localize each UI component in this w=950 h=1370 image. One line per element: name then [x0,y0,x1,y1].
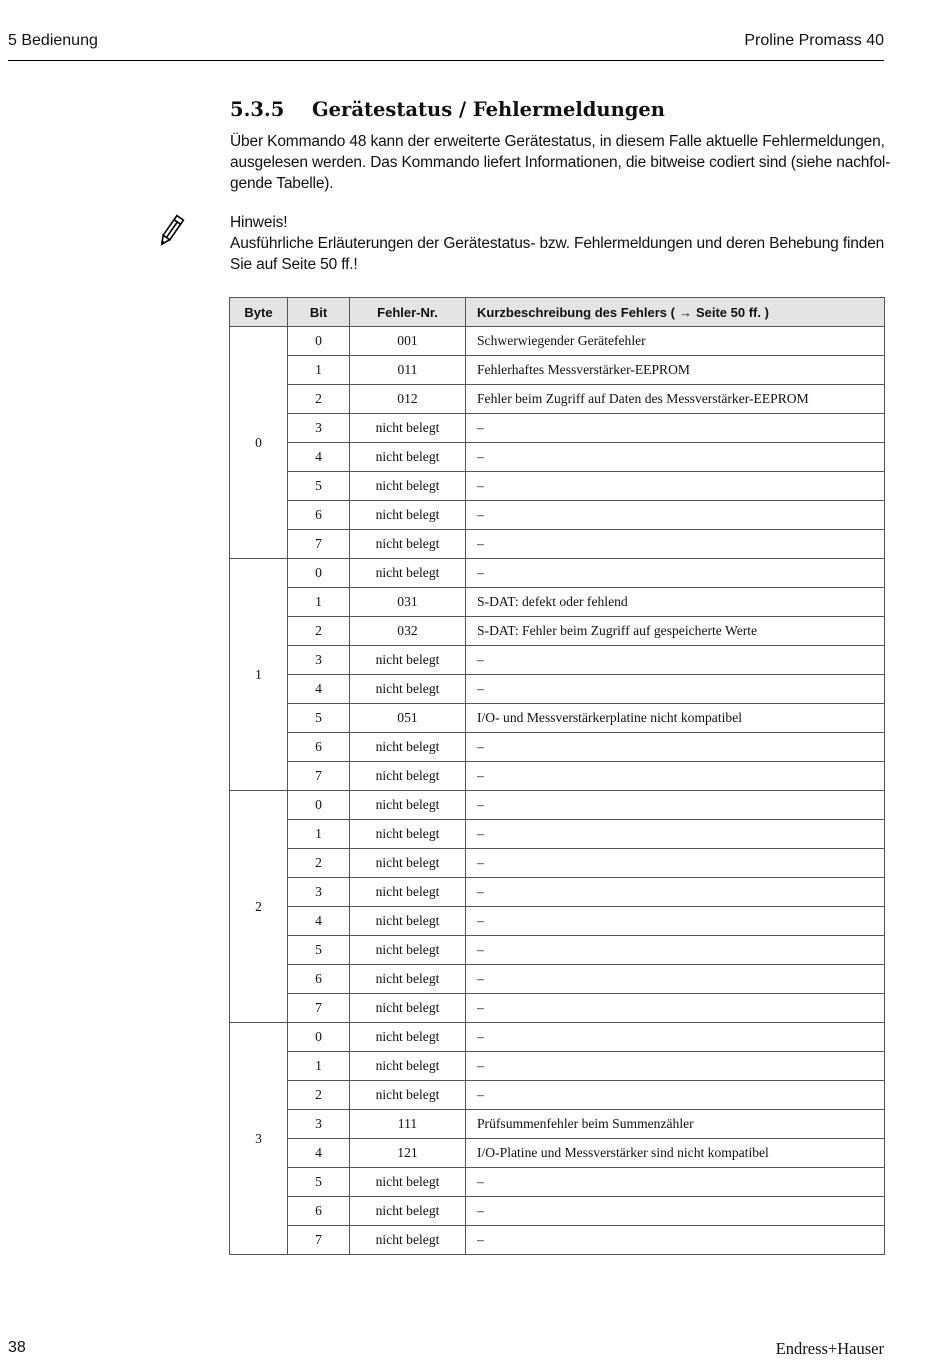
desc-cell: – [466,733,885,762]
bit-cell: 6 [288,501,350,530]
table-row [230,936,885,965]
desc-cell: Schwerwiegender Gerätefehler [466,327,885,356]
desc-cell: S-DAT: Fehler beim Zugriff auf gespeicherte Werte [466,617,885,646]
bit-cell: 1 [288,820,350,849]
table-row [230,1052,885,1081]
desc-cell: – [466,936,885,965]
nr-cell: nicht belegt [350,501,466,530]
nr-cell: nicht belegt [350,820,466,849]
desc-cell: – [466,820,885,849]
desc-cell: – [466,849,885,878]
desc-cell: – [466,472,885,501]
nr-cell: nicht belegt [350,646,466,675]
desc-header-page-ref: Seite 50 ff. ) [695,304,769,320]
bit-cell: 2 [288,1081,350,1110]
desc-cell: S-DAT: defekt oder fehlend [466,588,885,617]
pencil-note-icon [154,214,188,248]
table-row [230,414,885,443]
section-heading [230,98,665,121]
bit-cell: 7 [288,762,350,791]
nr-cell: 011 [350,356,466,385]
page-number: 38 [8,1339,26,1356]
note-line: Ausführliche Erläuterungen der Gerätestatus- bzw. Fehlermeldungen und deren Behebung finden [230,234,885,252]
nr-cell: nicht belegt [350,994,466,1023]
desc-cell: – [466,994,885,1023]
table-row [230,1139,885,1168]
bit-cell: 4 [288,443,350,472]
nr-cell: nicht belegt [350,733,466,762]
bit-cell: 2 [288,617,350,646]
chapter-label: 5 Bedienung [8,32,98,49]
table-row [230,530,885,559]
page-header [8,30,884,61]
bit-cell: 5 [288,704,350,733]
bit-cell: 0 [288,327,350,356]
byte-cell: 2 [230,791,288,1023]
desc-cell: – [466,762,885,791]
nr-cell: nicht belegt [350,936,466,965]
bit-cell: 4 [288,1139,350,1168]
note-title: Hinweis! [230,214,288,231]
nr-cell: nicht belegt [350,849,466,878]
nr-cell: nicht belegt [350,414,466,443]
col-header-bit: Bit [288,298,350,327]
byte-cell: 1 [230,559,288,791]
table-row [230,878,885,907]
arrow-right-icon: → [678,304,692,320]
bit-cell: 3 [288,1110,350,1139]
desc-cell: Prüfsummenfehler beim Summenzähler [466,1110,885,1139]
nr-cell: 051 [350,704,466,733]
desc-cell: – [466,646,885,675]
nr-cell: nicht belegt [350,878,466,907]
table-row [230,965,885,994]
byte-cell: 0 [230,327,288,559]
nr-cell: nicht belegt [350,559,466,588]
nr-cell: 121 [350,1139,466,1168]
nr-cell: nicht belegt [350,1226,466,1255]
table-row [230,1081,885,1110]
table-row [230,443,885,472]
desc-cell: – [466,1168,885,1197]
intro-line: ausgelesen werden. Das Kommando liefert Informationen, die bitweise codiert sind (siehe nachfol- [230,153,891,171]
table-row [230,704,885,733]
intro-line: gende Tabelle). [230,174,334,192]
table-row [230,1197,885,1226]
nr-cell: nicht belegt [350,1081,466,1110]
table-row [230,385,885,414]
desc-cell: – [466,530,885,559]
brand-name: Endress+Hauser [775,1339,884,1358]
bit-cell: 5 [288,1168,350,1197]
desc-cell: – [466,1081,885,1110]
nr-cell: nicht belegt [350,1052,466,1081]
bit-cell: 7 [288,530,350,559]
table-row [230,1226,885,1255]
desc-cell: Fehlerhaftes Messverstärker-EEPROM [466,356,885,385]
table-row [230,646,885,675]
desc-cell: – [466,1197,885,1226]
bit-cell: 3 [288,878,350,907]
nr-cell: nicht belegt [350,675,466,704]
intro-line: Über Kommando 48 kann der erweiterte Gerätestatus, in diesem Falle aktuelle Fehlermeldungen, [230,133,885,150]
table-row [230,994,885,1023]
table-row [230,559,885,588]
nr-cell: nicht belegt [350,530,466,559]
nr-cell: nicht belegt [350,762,466,791]
table-row [230,675,885,704]
bit-cell: 5 [288,936,350,965]
table-row [230,733,885,762]
nr-cell: 031 [350,588,466,617]
table-row [230,849,885,878]
section-title: Gerätestatus / Fehlermeldungen [312,98,665,121]
bit-cell: 0 [288,1023,350,1052]
bit-cell: 7 [288,1226,350,1255]
table-row [230,1168,885,1197]
table-row [230,907,885,936]
bit-cell: 6 [288,733,350,762]
bit-cell: 7 [288,994,350,1023]
bit-cell: 1 [288,1052,350,1081]
byte-cell: 3 [230,1023,288,1255]
desc-cell: – [466,791,885,820]
bit-cell: 4 [288,675,350,704]
table-row [230,588,885,617]
nr-cell: 001 [350,327,466,356]
nr-cell: nicht belegt [350,443,466,472]
desc-cell: – [466,414,885,443]
desc-cell: – [466,501,885,530]
table-row [230,501,885,530]
table-row [230,762,885,791]
nr-cell: nicht belegt [350,791,466,820]
table-row [230,1110,885,1139]
bit-cell: 0 [288,559,350,588]
table-row [230,820,885,849]
product-name: Proline Promass 40 [744,32,884,49]
nr-cell: 032 [350,617,466,646]
section-number: 5.3.5 [230,98,285,121]
bit-cell: 1 [288,356,350,385]
intro-paragraph [230,132,891,194]
note-line: Sie auf Seite 50 ff.! [230,255,358,273]
desc-cell: – [466,675,885,704]
desc-cell: – [466,965,885,994]
bit-cell: 6 [288,965,350,994]
table-row [230,472,885,501]
note-block [230,213,890,275]
bit-cell: 5 [288,472,350,501]
nr-cell: nicht belegt [350,907,466,936]
table-row [230,356,885,385]
nr-cell: nicht belegt [350,1197,466,1226]
col-header-fehler-nr: Fehler-Nr. [350,298,466,327]
table-body [230,327,885,1255]
desc-cell: – [466,1023,885,1052]
bit-cell: 3 [288,414,350,443]
error-status-table [229,297,885,1255]
nr-cell: nicht belegt [350,1023,466,1052]
desc-cell: I/O- und Messverstärkerplatine nicht kompatibel [466,704,885,733]
table-header-row [230,298,885,327]
desc-cell: – [466,1226,885,1255]
desc-header-text: Kurzbeschreibung des Fehlers ( [477,304,675,320]
desc-cell: – [466,907,885,936]
col-header-byte: Byte [230,298,288,327]
nr-cell: nicht belegt [350,472,466,501]
desc-cell: – [466,878,885,907]
desc-cell: – [466,443,885,472]
desc-cell: – [466,559,885,588]
col-header-description [466,298,885,327]
desc-cell: – [466,1052,885,1081]
bit-cell: 3 [288,646,350,675]
bit-cell: 2 [288,849,350,878]
table-row [230,791,885,820]
nr-cell: nicht belegt [350,1168,466,1197]
bit-cell: 6 [288,1197,350,1226]
desc-cell: I/O-Platine und Messverstärker sind nicht kompatibel [466,1139,885,1168]
nr-cell: nicht belegt [350,965,466,994]
table-row [230,1023,885,1052]
table-row [230,327,885,356]
nr-cell: 012 [350,385,466,414]
bit-cell: 0 [288,791,350,820]
desc-cell: Fehler beim Zugriff auf Daten des Messverstärker-EEPROM [466,385,885,414]
table-row [230,617,885,646]
bit-cell: 4 [288,907,350,936]
bit-cell: 2 [288,385,350,414]
bit-cell: 1 [288,588,350,617]
nr-cell: 111 [350,1110,466,1139]
